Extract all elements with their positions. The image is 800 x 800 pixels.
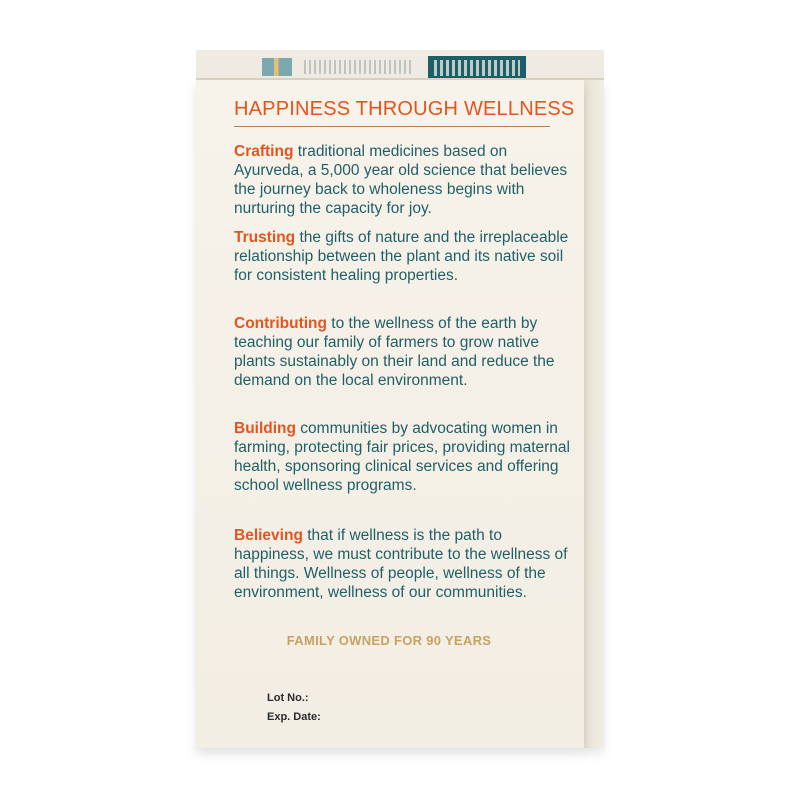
paragraph-text: traditional medicines based on Ayurveda, a 5,000 year old science that believes the journey back to wholeness begins with nurturing the capacity for joy. xyxy=(234,143,568,217)
headline: HAPPINESS THROUGH WELLNESS xyxy=(234,98,575,120)
paragraph-text: that if wellness is the path to happiness, we must contribute to the wellness of all things. Wellness of people, wellness of the environment, wellness of our communities. xyxy=(234,527,568,601)
box-back-panel xyxy=(196,80,584,748)
paragraph-text: the gifts of nature and the irreplaceable relationship between the plant and its native soil for consistent healing properties. xyxy=(234,229,569,284)
top-flap-small-print xyxy=(304,60,414,74)
headline-underline xyxy=(234,126,550,127)
paragraph-lead: Contributing xyxy=(234,315,327,332)
expiry-date-label: Exp. Date: xyxy=(267,711,321,723)
paragraph-text: to the wellness of the earth by teaching our family of farmers to grow native plants sustainably on their land and reduce the demand on the local environment. xyxy=(234,315,555,389)
brand-logo-icon xyxy=(262,58,292,76)
paragraph-crafting xyxy=(234,142,574,218)
family-owned-tagline: FAMILY OWNED FOR 90 YEARS xyxy=(286,633,492,648)
box-top-flap xyxy=(196,50,604,80)
paragraph-lead: Crafting xyxy=(234,143,294,160)
paragraph-lead: Believing xyxy=(234,527,303,544)
paragraph-lead: Trusting xyxy=(234,229,296,246)
top-flap-product-name-graphic xyxy=(434,60,520,76)
box-side-panel xyxy=(584,80,604,748)
paragraph-believing xyxy=(234,526,574,602)
lot-number-label: Lot No.: xyxy=(267,692,309,704)
paragraph-trusting xyxy=(234,228,574,285)
paragraph-contributing xyxy=(234,314,574,390)
paragraph-text: communities by advocating women in farming, protecting fair prices, providing maternal health, sponsoring clinical services and offering school wellness programs. xyxy=(234,420,570,494)
paragraph-building xyxy=(234,419,574,495)
paragraph-lead: Building xyxy=(234,420,296,437)
